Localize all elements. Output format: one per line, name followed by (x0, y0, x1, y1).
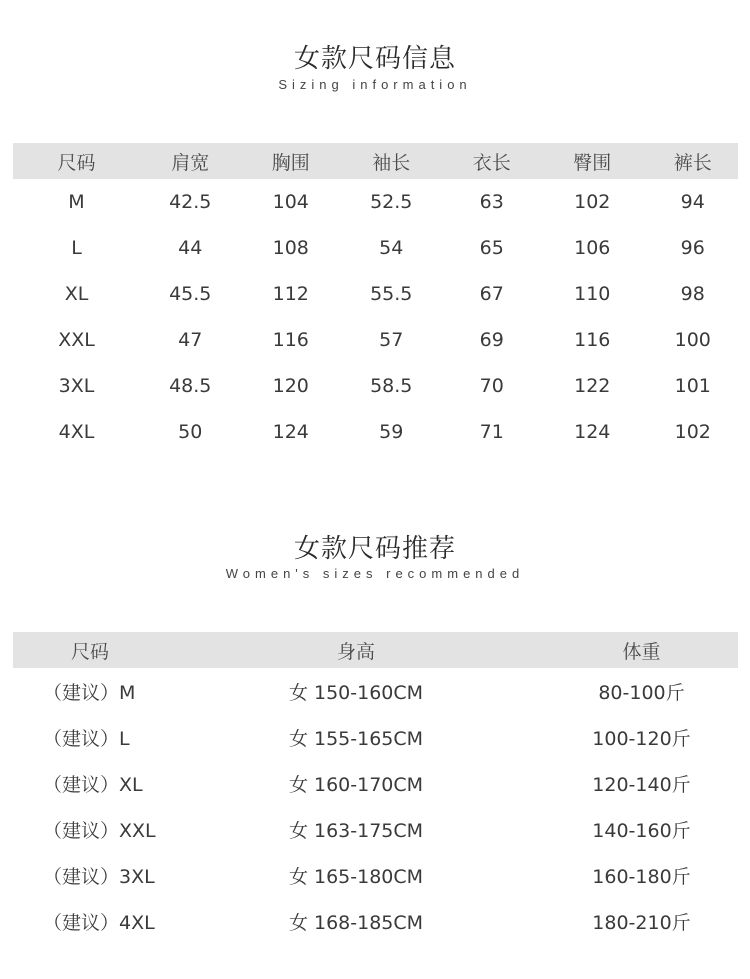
table-cell: （建议）4XL (43, 911, 155, 934)
table-cell: （建议）3XL (43, 865, 155, 888)
sizing-table (13, 143, 738, 455)
table-row (13, 898, 738, 944)
table-cell: 52.5 (370, 191, 413, 213)
table-cell: 58.5 (370, 375, 413, 397)
table-cell: （建议）XXL (43, 819, 156, 842)
table-cell: 102 (674, 421, 711, 443)
table-row (13, 271, 738, 317)
table-row (13, 317, 738, 363)
table-row (13, 760, 738, 806)
table-cell: 63 (479, 191, 504, 213)
table-cell: 94 (680, 191, 705, 213)
table-cell: 女 150-160CM (288, 681, 424, 704)
table-cell: 104 (272, 191, 309, 213)
table-row (13, 714, 738, 760)
header-cell: 体重 (622, 640, 661, 663)
table-cell: 女 163-175CM (288, 819, 424, 842)
recommend-subtitle: Women's sizes recommended (225, 566, 525, 581)
header-cell: 袖长 (372, 151, 411, 174)
table-cell: 女 168-185CM (288, 911, 424, 934)
table-cell: 80-100斤 (598, 681, 685, 704)
sizing-title: 女款尺码信息 (293, 44, 456, 74)
table-row (13, 363, 738, 409)
table-cell: 44 (178, 237, 203, 259)
table-cell: 55.5 (370, 283, 413, 305)
table-cell: XL (64, 283, 89, 305)
table-cell: 71 (479, 421, 504, 443)
recommend-table-header (13, 632, 738, 668)
table-cell: 100-120斤 (592, 727, 691, 750)
table-cell: 女 165-180CM (288, 865, 424, 888)
table-cell: 70 (479, 375, 504, 397)
table-cell: （建议）XL (43, 773, 143, 796)
table-row (13, 409, 738, 455)
header-cell: 裤长 (673, 151, 712, 174)
table-cell: 65 (479, 237, 504, 259)
table-cell: 100 (674, 329, 711, 351)
header-cell: 尺码 (70, 640, 109, 663)
table-cell: 124 (574, 421, 611, 443)
table-cell: （建议）L (43, 727, 130, 750)
table-cell: 女 155-165CM (288, 727, 424, 750)
table-cell: （建议）M (43, 681, 136, 704)
table-cell: 120-140斤 (592, 773, 691, 796)
table-cell: 110 (574, 283, 611, 305)
header-cell: 胸围 (271, 151, 310, 174)
table-cell: L (71, 237, 82, 259)
header-cell: 尺码 (57, 151, 96, 174)
table-cell: 67 (479, 283, 504, 305)
table-cell: XXL (58, 329, 95, 351)
table-cell: 69 (479, 329, 504, 351)
table-row (13, 806, 738, 852)
table-cell: 102 (574, 191, 611, 213)
header-cell: 身高 (336, 640, 375, 663)
table-cell: 160-180斤 (592, 865, 691, 888)
table-cell: 112 (272, 283, 309, 305)
table-cell: 59 (379, 421, 404, 443)
table-cell: 116 (272, 329, 309, 351)
table-cell: 124 (272, 421, 309, 443)
table-cell: 108 (272, 237, 309, 259)
table-row (13, 668, 738, 714)
header-cell: 衣长 (472, 151, 511, 174)
table-cell: 180-210斤 (592, 911, 691, 934)
table-cell: 4XL (58, 421, 95, 443)
table-cell: 122 (574, 375, 611, 397)
table-row (13, 852, 738, 898)
recommend-title: 女款尺码推荐 (293, 534, 456, 564)
table-cell: 女 160-170CM (288, 773, 424, 796)
table-cell: 48.5 (169, 375, 212, 397)
table-cell: 98 (680, 283, 705, 305)
table-cell: 120 (272, 375, 309, 397)
sizing-subtitle: Sizing information (278, 77, 472, 92)
table-cell: 3XL (58, 375, 95, 397)
table-row (13, 225, 738, 271)
table-cell: M (68, 191, 85, 213)
table-cell: 50 (178, 421, 203, 443)
sizing-table-header (13, 143, 738, 179)
header-cell: 臀围 (573, 151, 612, 174)
table-cell: 140-160斤 (592, 819, 691, 842)
recommend-table (13, 632, 738, 944)
table-cell: 54 (379, 237, 404, 259)
table-cell: 45.5 (169, 283, 212, 305)
table-cell: 116 (574, 329, 611, 351)
table-cell: 42.5 (169, 191, 212, 213)
table-cell: 57 (379, 329, 404, 351)
table-cell: 106 (574, 237, 611, 259)
header-cell: 肩宽 (171, 151, 210, 174)
table-row (13, 179, 738, 225)
table-cell: 47 (178, 329, 203, 351)
table-cell: 96 (680, 237, 705, 259)
table-cell: 101 (674, 375, 711, 397)
